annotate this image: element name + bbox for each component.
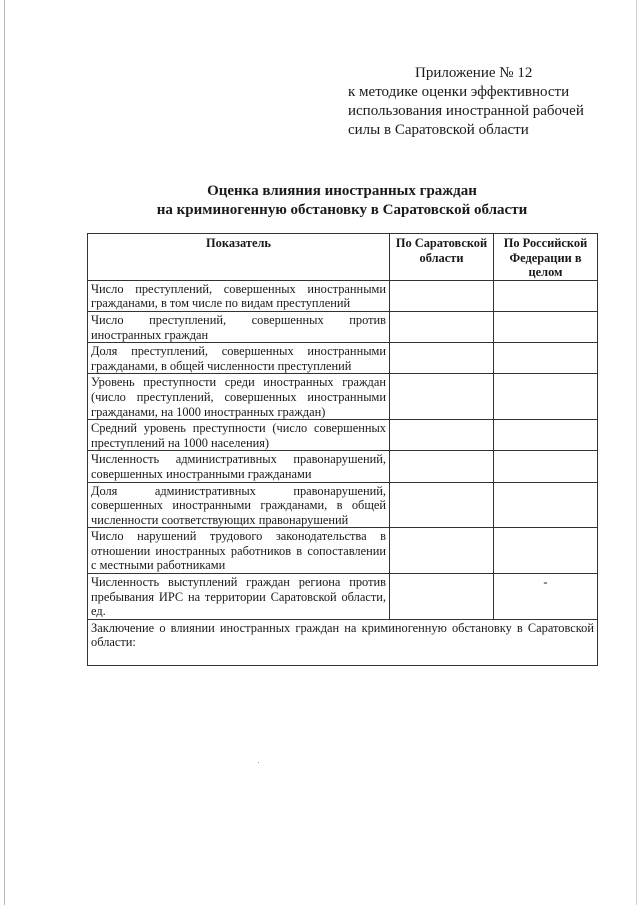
indicator-cell: Число преступлений, совершенных против иностранных граждан bbox=[88, 311, 390, 342]
russia-value-cell: - bbox=[494, 574, 598, 620]
title-line-2: на криминогенную обстановку в Саратовской области bbox=[156, 202, 528, 218]
saratov-value-cell bbox=[390, 280, 494, 311]
title-line-1: Оценка влияния иностранных граждан bbox=[207, 183, 477, 199]
saratov-value-cell bbox=[390, 528, 494, 574]
scan-speck bbox=[258, 762, 259, 763]
saratov-value-cell bbox=[390, 574, 494, 620]
russia-value-cell bbox=[494, 311, 598, 342]
header-russia: По Российской Федерации в целом bbox=[494, 234, 598, 281]
appendix-line: к методике оценки эффективности bbox=[348, 84, 570, 100]
saratov-value-cell bbox=[390, 420, 494, 451]
saratov-value-cell bbox=[390, 343, 494, 374]
table-row bbox=[88, 280, 598, 311]
saratov-value-cell bbox=[390, 374, 494, 420]
table-row bbox=[88, 482, 598, 528]
appendix-line: силы в Саратовской области bbox=[348, 122, 529, 138]
russia-value-cell bbox=[494, 374, 598, 420]
indicator-cell: Численность выступлений граждан региона против пребывания ИРС на территории Саратовской области, ед. bbox=[88, 574, 390, 620]
table-row bbox=[88, 574, 598, 620]
table-row bbox=[88, 311, 598, 342]
appendix-line: использования иностранной рабочей bbox=[348, 103, 584, 119]
table-row bbox=[88, 374, 598, 420]
table-row bbox=[88, 451, 598, 482]
header-indicator: Показатель bbox=[88, 234, 390, 281]
indicator-cell: Доля преступлений, совершенных иностранными гражданами, в общей численности преступлений bbox=[88, 343, 390, 374]
header-saratov: По Саратовской области bbox=[390, 234, 494, 281]
indicator-cell: Число нарушений трудового законодательства в отношении иностранных работников в сопоставлении с местными работниками bbox=[88, 528, 390, 574]
russia-value-cell bbox=[494, 482, 598, 528]
table-row bbox=[88, 343, 598, 374]
document-title bbox=[86, 182, 598, 220]
russia-value-cell bbox=[494, 528, 598, 574]
russia-value-cell bbox=[494, 280, 598, 311]
russia-value-cell bbox=[494, 343, 598, 374]
conclusion-row bbox=[88, 619, 598, 665]
russia-value-cell bbox=[494, 451, 598, 482]
table-row bbox=[88, 420, 598, 451]
appendix-number: Приложение № 12 bbox=[415, 65, 533, 81]
table-row bbox=[88, 528, 598, 574]
indicator-cell: Уровень преступности среди иностранных граждан (число преступлений, совершенных иностранными гражданами, на 1000 иностранных граждан) bbox=[88, 374, 390, 420]
appendix-header bbox=[348, 64, 608, 140]
indicator-cell: Средний уровень преступности (число совершенных преступлений на 1000 населения) bbox=[88, 420, 390, 451]
scan-edge-left bbox=[4, 0, 5, 905]
russia-value-cell bbox=[494, 420, 598, 451]
indicator-cell: Доля административных правонарушений, совершенных иностранными гражданами, в общей численности соответствующих правонарушений bbox=[88, 482, 390, 528]
conclusion-cell: Заключение о влиянии иностранных граждан на криминогенную обстановку в Саратовской области: bbox=[88, 619, 598, 665]
saratov-value-cell bbox=[390, 311, 494, 342]
indicator-cell: Число преступлений, совершенных иностранными гражданами, в том числе по видам преступлений bbox=[88, 280, 390, 311]
indicator-cell: Численность административных правонарушений, совершенных иностранными гражданами bbox=[88, 451, 390, 482]
scan-edge-right bbox=[636, 0, 637, 905]
saratov-value-cell bbox=[390, 482, 494, 528]
indicator-table bbox=[87, 233, 598, 666]
saratov-value-cell bbox=[390, 451, 494, 482]
table-header-row bbox=[88, 234, 598, 281]
